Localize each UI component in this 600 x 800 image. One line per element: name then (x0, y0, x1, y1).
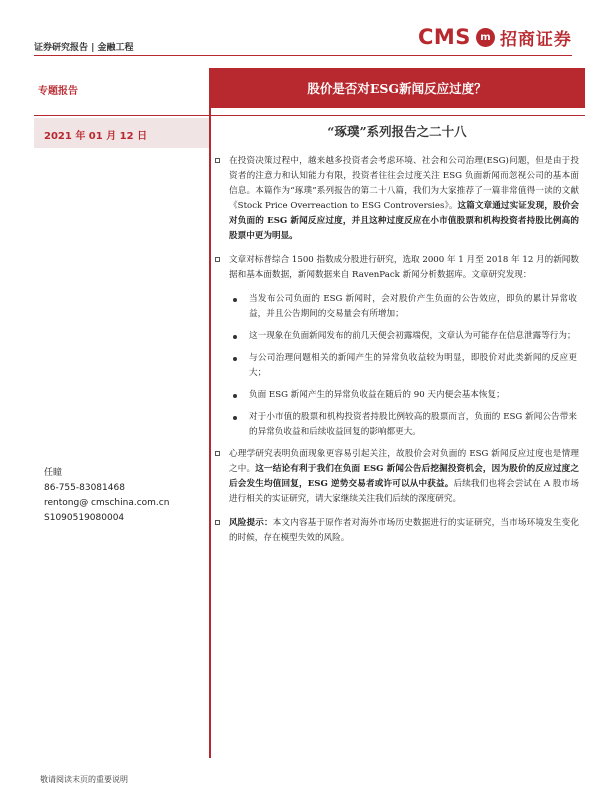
conclusion-text: 心理学研究表明负面现象更容易引起关注，故股价会对负面的 ESG 新闻反应过度也是情理之中。 (229, 449, 579, 474)
report-subtitle: “琢璞”系列报告之二十八 (327, 124, 467, 139)
finding-item: 负面 ESG 新闻产生的异常负收益在随后的 90 天内便会基本恢复； (213, 388, 579, 403)
company-logo (418, 22, 578, 52)
square-bullet-icon (215, 257, 220, 262)
analyst-cert: S1090519080004 (44, 513, 125, 523)
header-category: 证券研究报告 | 金融工程 (34, 43, 134, 53)
logo-text: CMS (418, 25, 471, 49)
analyst-phone: 86-755-83081468 (44, 483, 125, 493)
finding-item: 对于小市值的股票和机构投资者持股比例较高的股票而言，负面的 ESG 新闻公告带来的异常负收益和后续收益回复的影响都更大。 (213, 410, 579, 440)
conclusion-text-2: 后续我们也将会尝试在 A 股市场进行相关的实证研究，请大家继续关注我们后续的深度研究。 (229, 479, 580, 504)
title-divider (34, 115, 585, 116)
finding-item: 这一现象在负面新闻发布的前几天便会初露端倪，文章认为可能存在信息泄露等行为； (213, 329, 579, 344)
paragraph-method (213, 253, 579, 283)
finding-item: 当发布公司负面的 ESG 新闻时，会对股价产生负面的公告效应，即负的累计异常收益，并且公告期间的交易量会有所增加； (213, 292, 579, 322)
bullet-dot-icon (233, 335, 237, 339)
square-bullet-icon (215, 158, 220, 163)
footer-note: 敬请阅读末页的重要说明 (40, 775, 128, 784)
conclusion-bold: 这一结论有利于我们在负面 ESG 新闻公告后挖掘投资机会，因为股价的反应过度之后会发生均值回复，ESG 逆势交易者或许可以从中获益。 (229, 464, 579, 489)
bullet-dot-icon (233, 416, 237, 420)
bullet-dot-icon (233, 394, 237, 398)
bullet-dot-icon (233, 298, 237, 302)
main-content (213, 154, 579, 555)
report-title: 股价是否对ESG新闻反应过度？ (209, 68, 585, 108)
paragraph-intro (213, 154, 579, 244)
column-divider (209, 108, 211, 758)
square-bullet-icon (215, 451, 220, 456)
risk-label: 风险提示： (229, 518, 273, 528)
square-bullet-icon (215, 520, 220, 525)
risk-text: 本文内容基于原作者对海外市场历史数据进行的实证研究，当市场环境发生变化的时候，存在模型失效的风险。 (229, 518, 579, 543)
report-date: 2021 年 01 月 12 日 (44, 131, 148, 142)
intro-text: 在投资决策过程中，越来越多投资者会考虑环境、社会和公司治理(ESG)问题，但是由于投资者的注意力和认知能力有限，投资者往往会过度关注 ESG 负面新闻而忽视公司的基本面信息。本篇作为“琢璞”系列报告的第二十八篇，我们为大家推荐了一篇非常值得一读的文献《Stock Price Overreaction to ESG Controversies》。 (229, 156, 579, 211)
analyst-email: rentong@ cmschina.com.cn (44, 498, 170, 508)
method-text: 文章对标普综合 1500 指数成分股进行研究，选取 2000 年 1 月至 2018 年 12 月的新闻数据和基本面数据，新闻数据来自 RavenPack 新闻分析数据库。文章研究发现： (229, 255, 579, 280)
analyst-name: 任瞳 (44, 468, 63, 478)
logo-mark-icon: m (476, 28, 495, 47)
bullet-dot-icon (233, 357, 237, 361)
analyst-info (44, 466, 169, 526)
logo-company-name: 招商证券 (499, 29, 572, 50)
paragraph-conclusion (213, 447, 579, 507)
report-type: 专题报告 (38, 86, 78, 97)
paragraph-risk (213, 516, 579, 546)
intro-bold: 这篇文章通过实证发现，股价会对负面的 ESG 新闻反应过度，并且这种过度反应在小市值股票和机构投资者持股比例高的股票中更为明显。 (229, 201, 579, 241)
finding-item: 与公司治理问题相关的新闻产生的异常负收益较为明显，即股价对此类新闻的反应更大； (213, 351, 579, 381)
header-divider (34, 55, 572, 56)
